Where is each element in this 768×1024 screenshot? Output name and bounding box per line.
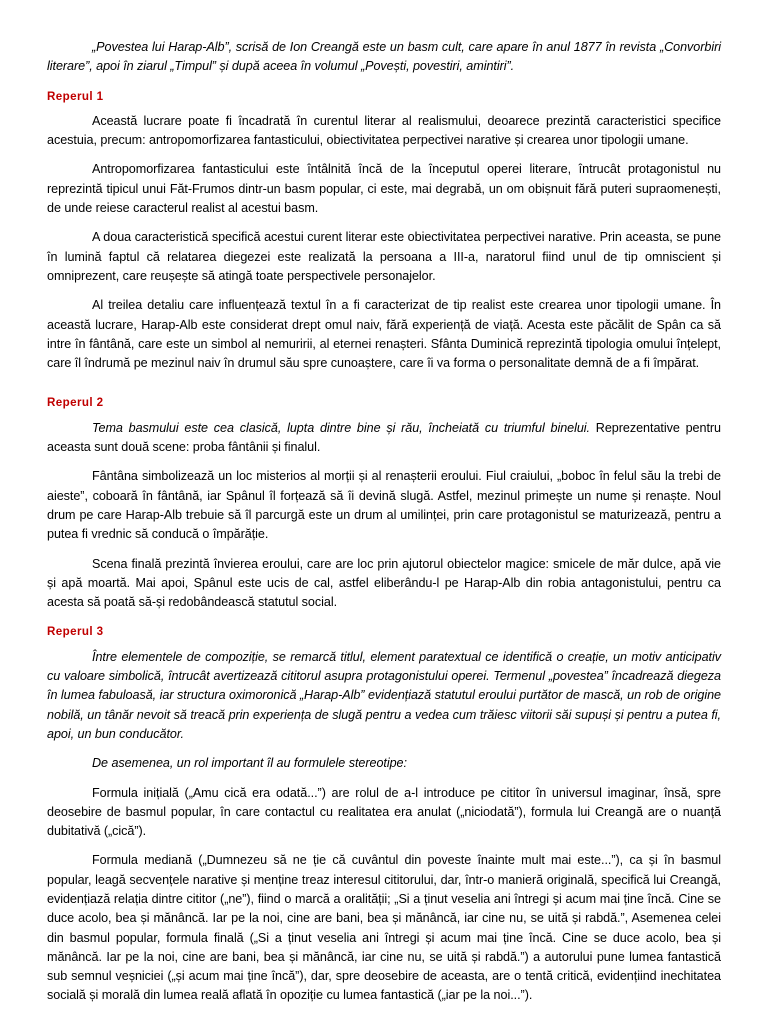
paragraph: Formula mediană („Dumnezeu să ne ție că cuvântul din poveste înainte mult mai este...”), ca și în basmul popular, leagă secvențele narative și menține treaz interesul cititorului, dar, într-o manieră originală, specifică lui Creangă, evidențiază relația dintre cititor („ne”), fiind o marcă a oralității; „Si a ținut veselia ani întregi și acum mai ține încă. Cine se duce acolo, bea și mănâncă. Iar pe la noi, cine are bani, bea și mănâncă, iar cine nu, se uită și rabdă.”, Asemenea celei din basmul popular, formula finală („Si a ținut veselia ani întregi și acum mai ține încă. Cine se duce acolo, bea și mănâncă. Iar pe la noi, cine are bani, bea și mănâncă, iar cine nu, se uită și rabdă.”) a autorului pune lumea fantastică sub semnul veșniciei („și acum mai ține încă”), dar, spre deosebire de aceasta, are o tentă critică, evidențiind inechitatea socială și morală din lumea reală aflată în opoziție cu lumea fantastică („iar pe la noi...”). — [47, 853, 721, 1003]
paragraph-text: Reprezentative pentru aceasta sunt două scene: proba fântânii și finalul. — [47, 420, 721, 455]
section-heading-reper-2: Reperul 2 — [47, 396, 104, 410]
theme-sentence: Tema basmului este cea clasică, lupta dintre bine și rău, încheiată cu triumful binelui. — [92, 420, 590, 435]
intro-paragraph: „Povestea lui Harap-Alb”, scrisă de Ion Creangă este un basm cult, care apare în anul 1877 în revista „Convorbiri literare”, apoi în ziarul „Timpul” și după aceea în volumul „Povești, povestiri, amintiri”. — [47, 40, 721, 74]
paragraph: Scena finală prezintă învierea eroului, care are loc prin ajutorul obiectelor magice: smicele de măr dulce, apă vie și apă moartă. Mai apoi, Spânul este ucis de cal, astfel eliberându-l pe Harap-Alb din robia antagonistului, pentru ca acesta să poată să-și redobândească statutul social. — [47, 556, 721, 610]
paragraph: Această lucrare poate fi încadrată în curentul literar al realismului, deoarece prezintă caracteristici specifice acestuia, precum: antropomorfizarea fantasticului, obiectivitatea perpectivei narative și crearea unor tipologii umane. — [47, 113, 721, 148]
paragraph: A doua caracteristică specifică acestui curent literar este obiectivitatea perpectivei narative. Prin aceasta, se pune în lumină faptul că relatarea diegezei este realizată la persoana a III-a, naratorul fiind unul de tip omniscient și omniprezent, care reușește să atingă toate perspectivele personajelor. — [47, 230, 721, 283]
paragraph: Formula inițială („Amu cică era odată...”) are rolul de a-l introduce pe cititor în universul imaginar, însă, spre deosebire de basmul popular, în care contactul cu realitatea era anulat („niciodată”), formula lui Creangă are o nuanță dubitativă („cică”). — [47, 785, 721, 839]
section-heading-reper-1: Reperul 1 — [47, 89, 104, 103]
paragraph: Fântâna simbolizează un loc misterios al morții și al renașterii eroului. Fiul craiului, „boboc în felul său la trebi de aieste”, coboară în fântână, iar Spânul îl forțează să îi devină slugă. Astfel, mezinul primește un nume și renaște. Noul drum pe care Harap-Alb trebuie să îl parcurgă este un drum al umilinței, prin care protagonistul se maturizează, pentru a putea fi vrednic să conducă o împărăție. — [47, 469, 721, 542]
paragraph: Al treilea detaliu care influențează textul în a fi caracterizat de tip realist este crearea unor tipologii umane. În această lucrare, Harap-Alb este considerat drept omul naiv, fără experiență de viață. Acesta este păcălit de Spân ca să intre în fântână, care este un simbol al nemuririi, al eternei renașteri. Sfânta Duminică reprezintă tipologia omului înțelept, care îl îndrumă pe mezinul naiv în drumul său spre cunoaștere, care îi va forma o personalitate demnă de a fi împărat. — [47, 298, 721, 371]
paragraph: Între elementele de compoziție, se remarcă titlul, element paratextual ce identifică o creație, un motiv anticipativ cu valoare simbolică, întrucât avertizează cititorul asupra protagonistului operei. Termenul „povestea” încadrează diegeza în lumea fabuloasă, iar structura oximoronică „Harap-Alb” evidențiază statutul eroului purtător de mască, un rob de origine nobilă, un tânăr nevoit să treacă prin experiența de slugă pentru a vedea cum trăiesc viitorii săi supuși și pentru a putea fi, apoi, un bun conducător. — [47, 649, 721, 741]
paragraph: De asemenea, un rol important îl au formulele stereotipe: — [92, 756, 407, 771]
section-heading-reper-3: Reperul 3 — [47, 625, 104, 639]
paragraph: Antropomorfizarea fantasticului este întâlnită încă de la începutul operei literare, întrucât protagonistul nu reprezintă tipicul unui Făt-Frumos dintr-un basm popular, ci este, mai degrabă, un om obișnuit fără puteri supraomenești, de unde reiese caracterul realist al acestui basm. — [47, 162, 721, 216]
paragraph — [47, 419, 721, 458]
